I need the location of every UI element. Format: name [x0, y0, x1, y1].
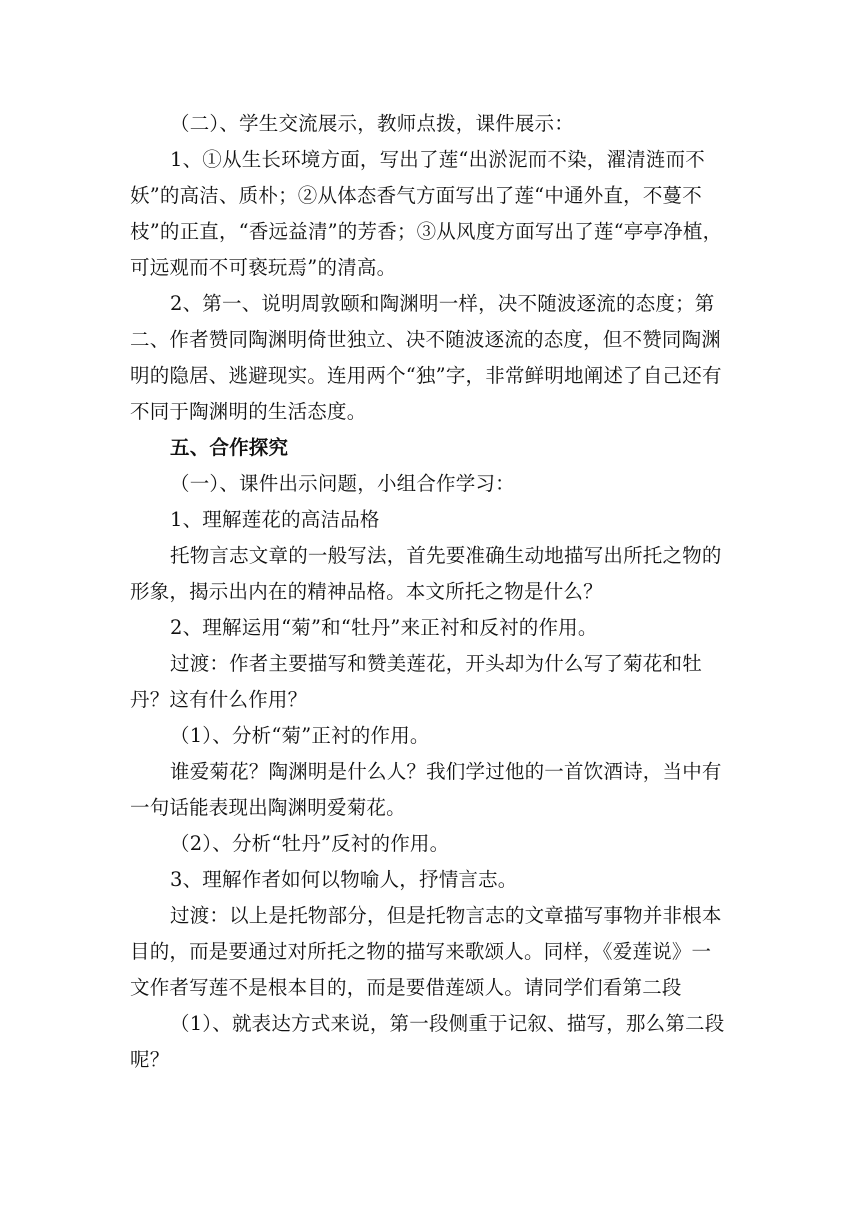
section-heading-5: 五、合作探究 [170, 436, 289, 459]
answer-paragraph-2: 2、第一、说明周敦颐和陶渊明一样，决不随波逐流的态度；第二、作者赞同陶渊明倚世独立、决不随波逐流的态度，但不赞同陶渊明的隐居、逃避现实。连用两个“独”字，非常鲜明地阐述了自己还有不同于陶渊明的生活态度。 [130, 292, 722, 423]
question-3-part-1: （1）、就表达方式来说，第一段侧重于记叙、描写，那么第二段呢？ [130, 1012, 725, 1071]
transition-paragraph-1: 过渡：作者主要描写和赞美莲花，开头却为什么写了菊花和牡丹？这有什么作用？ [130, 652, 702, 711]
analysis-1-body: 谁爱菊花？陶渊明是什么人？我们学过他的一首饮酒诗，当中有一句话能表现出陶渊明爱菊花。 [130, 760, 722, 819]
analysis-2-heading: （2）、分析“牡丹”反衬的作用。 [170, 832, 450, 855]
question-1-title: 1、理解莲花的高洁品格 [170, 508, 380, 531]
question-2-title: 2、理解运用“菊”和“牡丹”来正衬和反衬的作用。 [170, 616, 598, 639]
subsection-heading-2: （二）、学生交流展示，教师点拨，课件展示： [170, 112, 574, 135]
document-body [130, 106, 730, 1078]
analysis-1-heading: （1）、分析“菊”正衬的作用。 [170, 724, 430, 747]
transition-paragraph-2: 过渡：以上是托物部分，但是托物言志的文章描写事物并非根本目的，而是要通过对所托之物的描写来歌颂人。同样，《爱莲说》一文作者写莲不是根本目的，而是要借莲颂人。请同学们看第二段 [130, 904, 722, 999]
question-3-title: 3、理解作者如何以物喻人，抒情言志。 [170, 868, 518, 891]
answer-paragraph-1: 1、①从生长环境方面，写出了莲“出淤泥而不染，濯清涟而不妖”的高洁、质朴；②从体态香气方面写出了莲“中通外直，不蔓不枝”的正直，“香远益清”的芳香；③从风度方面写出了莲“亭亭净植，可远观而不可亵玩焉”的清高。 [130, 148, 723, 279]
subsection-heading-1: （一）、课件出示问题，小组合作学习： [170, 472, 515, 495]
question-1-body: 托物言志文章的一般写法，首先要准确生动地描写出所托之物的形象，揭示出内在的精神品格。本文所托之物是什么？ [130, 544, 722, 603]
